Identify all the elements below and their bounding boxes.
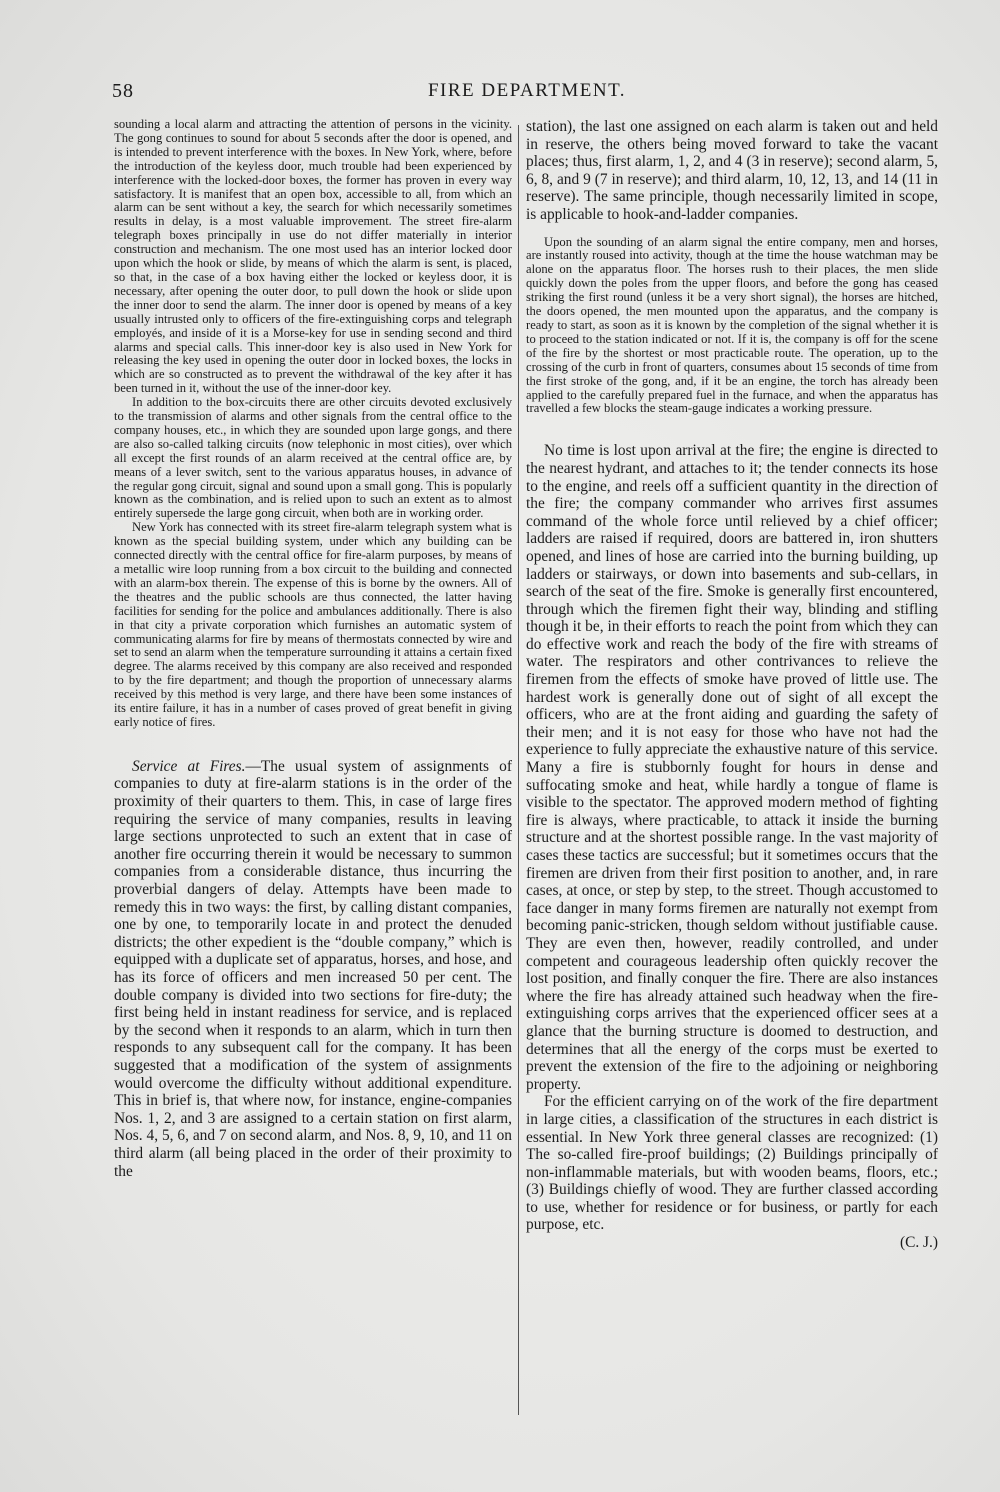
left-paragraph-1: sounding a local alarm and attracting the attention of persons in the vicinity. The gong continues to sound for about 5 seconds after the door is opened, and is intended to prevent interference with the boxes. In New York, where, before the introduction of the keyless door, much trouble had been experienced by interference with the locked-door boxes, the former has proven in every way satisfactory. It is manifest that an open box, accessible to all, from which an alarm can be sent without a key, the search for which necessarily sometimes results in delay, is a most valuable improvement. The street fire-alarm telegraph boxes principally in use do not differ materially in interior construction and mechanism. The one most used has an interior locked door upon which the hook or slide, by means of which the alarm is sent, is placed, so that, in the case of a box having either the locked or keyless door, it is necessary, after opening the outer door, to pull down the hook or slide upon the inner door to send the alarm. The inner door is opened by means of a key usually intrusted only to officers of the fire-extinguishing corps and telegraph employés, and inside of it is a Morse-key for use in sending second and third alarms and special calls. This inner-door key is also used in New York for releasing the key used in opening the outer door in locked boxes, the locks in which are so constructed as to prevent the withdrawal of the key after it has been turned in it, without the use of the inner-door key. <box>114 117 512 396</box>
right-paragraph-2: Upon the sounding of an alarm signal the entire company, men and horses, are instantly roused into activity, though at the time the house watchman may be alone on the apparatus floor. The horses rush to their places, the men slide quickly down the poles from the upper floors, and before the gong has ceased striking the first round (unless it be a very short signal), the horses are hitched, the doors opened, the men mounted upon the apparatus, and the company is ready to start, as soon as it is known by the completion of the signal whether it is to proceed to the station indicated or not. If it is, the company is off for the scene of the fire by the shortest or most practicable route. The operation, up to the crossing of the curb in front of quarters, consumes about 15 seconds of time from the first stroke of the gong, and, if it be an engine, the torch has already been applied to the carefully prepared fuel in the furnace, and when the apparatus has travelled a few blocks the steam-gauge indicates a working pressure. <box>526 234 938 416</box>
left-paragraph-4-body: —The usual system of assignments of companies to duty at fire-alarm stations is in the order of the proximity of their quarters to them. This, in case of large fires requiring the service of many companies, results in leaving large sections unprotected to such an extent that in case of another fire occurring therein it would be necessary to summon companies from a considerable distance, thus incurring the proverbial dangers of delay. Attempts have been made to remedy this in two ways: the first, by calling distant companies, one by one, to temporarily locate in and protect the denuded districts; the other expedient is the “double company,” which is equipped with a duplicate set of apparatus, horses, and hose, and has its force of officers and men increased 50 per cent. The double company is divided into two sections for fire-duty; the first being held in instant readiness for service, and is replaced by the second when it responds to an alarm, which in turn then responds to any subsequent call for the company. It has been suggested that a modification of the system of assignments would overcome the difficulty without additional expenditure. This in brief is, that where now, for instance, engine-companies Nos. 1, 2, and 3 are assigned to a certain station on first alarm, Nos. 4, 5, 6, and 7 on second alarm, and Nos. 8, 9, 10, and 11 on third alarm (all being placed in the order of their proximity to the <box>114 757 512 1180</box>
right-paragraph-3: No time is lost upon arrival at the fire; the engine is directed to the nearest hydrant, and attaches to it; the tender connects its hose to the engine, and reels off a sufficient quantity in the direction of the fire; the company commander who arrives first assumes command of the whole force until relieved by a chief officer; ladders are raised if required, doors are battered in, iron shutters opened, and lines of hose are carried into the burning building, up ladders or stairways, or down into basements and sub-cellars, in search of the seat of the fire. Smoke is generally first encountered, through which the firemen fight their way, blinding and stifling though it be, in their efforts to reach the point from which they can do effective work and reach the body of the fire with streams of water. The respirators and other contrivances to relieve the firemen from the effects of smoke have proved of little use. The hardest work is generally done out of sight of all except the officers, who are at the front aiding and guarding the safety of their men; and it is not easy for those who have not had the experience to fully appreciate the exhaustive nature of this service. Many a fire is stubbornly fought for hours in dense and suffocating smoke and heat, while hardly a tongue of flame is visible to the spectator. The approved modern method of fighting fire is always, where practicable, to attack it inside the burning structure and at the shortest possible range. In the vast majority of cases these tactics are successful; but it sometimes occurs that the firemen are driven from their first position to another, and, in rare cases, at once, or step by step, to the street. Though accustomed to face danger in many forms firemen are naturally not exempt from becoming panic-stricken, though seldom without justifiable cause. They are even then, however, readily controlled, and under competent and courageous leadership often quickly recover the lost position, and finally conquer the fire. There are also instances where the fire has already attained such headway when the fire-extinguishing corps arrives that the experienced officer sees at a glance that the burning structure is doomed to destruction, and determines that all the energy of the corps must be exerted to prevent the extension of the fire to the adjoining or neighboring property. <box>526 442 938 1093</box>
right-paragraph-4: For the efficient carrying on of the work of the fire department in large cities, a classification of the structures in each district is essential. In New York three general classes are recognized: (1) The so-called fire-proof buildings; (2) Buildings principally of non-inflammable materials, but with wooden beams, floors, etc.; (3) Buildings chiefly of wood. They are further classed according to use, whether for residence or for business, or partly for each purpose, etc. <box>526 1093 938 1234</box>
author-signature: (C. J.) <box>899 1234 938 1252</box>
page-header <box>112 80 942 108</box>
page-number: 58 <box>112 80 134 102</box>
running-head: FIRE DEPARTMENT. <box>427 80 627 101</box>
left-paragraph-service-at-fires <box>114 758 512 1180</box>
left-paragraph-2: In addition to the box-circuits there are other circuits devoted exclusively to the transmission of alarms and other signals from the central office to the company houses, etc., in which they are sounded upon large gongs, and there are also so-called talking circuits (now telephonic in most cities), over which all except the first rounds of an alarm received at the central office are, by means of a lever switch, sent to the various apparatus houses, in advance of the regular gong circuit, signal and sound upon a small gong. This is popularly known as the combination, and is relied upon to such an extent as to almost entirely supersede the large gong circuit, when both are in working order. <box>114 395 512 521</box>
section-heading-service-at-fires: Service at Fires. <box>132 757 246 775</box>
column-divider <box>518 125 519 1415</box>
left-column <box>114 118 512 1180</box>
right-column <box>526 118 938 1252</box>
right-paragraph-1: station), the last one assigned on each alarm is taken out and held in reserve, the others being moved forward to take the vacant places; thus, first alarm, 1, 2, and 4 (3 in reserve); second alarm, 5, 6, 8, and 9 (7 in reserve); and third alarm, 10, 12, 13, and 14 (11 in reserve). The same principle, though necessarily limited in scope, is applicable to hook-and-ladder companies. <box>526 118 938 223</box>
left-paragraph-3: New York has connected with its street fire-alarm telegraph system what is known as the special building system, under which any building can be connected directly with the central office for fire-alarm purposes, by means of a metallic wire loop running from a box circuit to the building and connected with an alarm-box therein. The expense of this is borne by the owners. All of the theatres and the public schools are thus connected, the latter having facilities for sending for the police and ambulances additionally. There is also in that city a private corporation which furnishes an automatic system of communicating alarms for fire by means of thermostats connected by wire and set to send an alarm when the temperature surrounding it attains a certain fixed degree. The alarms received by this company are also received and responded to by the fire department; and though the proportion of unnecessary alarms received by this method is very large, and there have been some instances of its entire failure, it has in a number of cases proved of great benefit in giving early notice of fires. <box>114 520 512 729</box>
